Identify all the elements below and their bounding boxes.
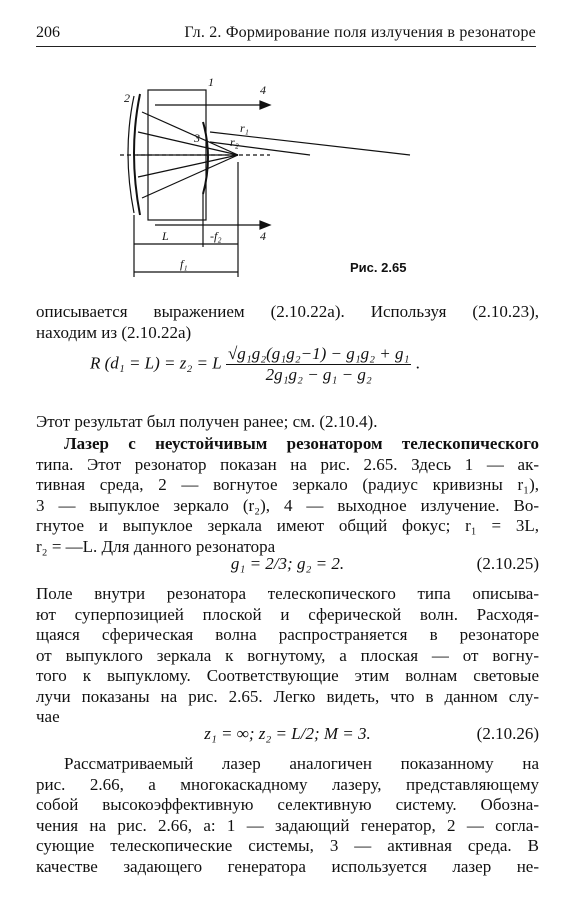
text-line: собой высокоэффективную селективную систему. Обозна- (36, 795, 539, 814)
text-line: 3 — выпуклое зеркало (r₂), 4 — выходное излучение. Во- (36, 495, 539, 515)
label-r1: r₁ (240, 121, 249, 135)
running-header (36, 24, 536, 47)
text-line: описывается выражением (2.10.22а). Используя (2.10.23), (36, 302, 539, 321)
text-line: Этот результат был получен ранее; см. (2.10.4). (36, 412, 378, 431)
resonator-figure (110, 72, 430, 287)
equation-2-10-26 (36, 724, 539, 746)
equation-number: (2.10.26) (476, 724, 539, 743)
label-4-bottom: 4 (260, 229, 266, 243)
label-r2: r₂ (230, 135, 239, 149)
running-title: Гл. 2. Формирование поля излучения в резонаторе (184, 24, 536, 41)
text-line: тивная среда, 2 — вогнутое зеркало (радиус кривизны r₁), (36, 475, 539, 494)
text-line: того к выпуклому. Соответствующие этим волнам световые (36, 666, 539, 685)
text-line: рис. 2.66, а многокаскадному лазеру, представляющему (36, 774, 539, 794)
label-f1: f₁ (180, 257, 188, 271)
paragraph-3 (36, 434, 539, 557)
text-line: ют суперпозицией плоской и сферической волн. Расходя- (36, 604, 539, 624)
label-1: 1 (208, 75, 214, 89)
equation-body: z₁ = ∞; z₂ = L/2; M = 3. (204, 724, 371, 743)
text-line: качестве задающего генератора используется лазер не- (36, 856, 539, 876)
text-line: сующие телескопические системы, 3 — активная среда. В (36, 836, 539, 855)
text-line: r₂ = —L. Для данного резонатора (36, 536, 276, 556)
label-3: 3 (194, 131, 200, 145)
paragraph-2 (36, 412, 539, 433)
text-line: типа. Этот резонатор показан на рис. 2.65. Здесь 1 — ак- (36, 454, 539, 474)
text-line: чения на рис. 2.66, а: 1 — задающий генератор, 2 — согла- (36, 815, 539, 835)
text-line: лучи показаны на рис. 2.65. Легко видеть, что в данном слу- (36, 686, 539, 706)
label-4-top: 4 (260, 83, 266, 97)
label-f2: -f₂ (210, 229, 222, 243)
paragraph-1 (36, 302, 539, 343)
page-number: 206 (36, 24, 60, 41)
equation-numerator: √g₁g₂(g₁g₂−1) − g₁g₂ + g₁ (227, 344, 410, 363)
equation-fraction (226, 344, 411, 385)
equation-lhs: R (d₁ = L) = z₂ = L (90, 353, 222, 373)
equation-body: g₁ = 2/3; g₂ = 2. (230, 554, 345, 573)
label-2: 2 (124, 91, 130, 105)
equation-2-10-25 (36, 554, 539, 576)
equation-denominator: 2g₁g₂ − g₁ − g₂ (265, 365, 372, 384)
text-line: от выпуклого зеркала к вогнутому, а плоская — от вогну- (36, 645, 539, 665)
paragraph-4 (36, 584, 539, 728)
figure-caption: Рис. 2.65 (350, 260, 407, 275)
equation-main (90, 344, 420, 385)
text-line: щаяся сферическая волна распространяется в резонаторе (36, 625, 539, 644)
text-line: гнутое и выпуклое зеркала имеют общий фокус; r₁ = 3L, (36, 516, 539, 535)
equation-end: . (415, 353, 420, 373)
text-line: находим из (2.10.22а) (36, 322, 192, 342)
label-L: L (162, 229, 169, 243)
text-line: Лазер с неустойчивым резонатором телескопического (64, 434, 539, 453)
paragraph-5 (36, 754, 539, 877)
text-line: Рассматриваемый лазер аналогичен показанному на (64, 754, 539, 773)
text-line: чае (36, 707, 60, 726)
text-line: Поле внутри резонатора телескопического типа описыва- (36, 584, 539, 603)
equation-number: (2.10.25) (476, 554, 539, 573)
